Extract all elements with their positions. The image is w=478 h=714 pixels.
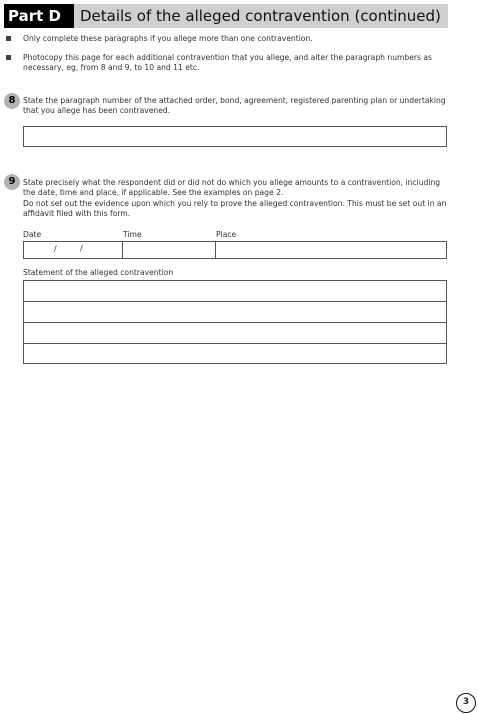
page-number: 3 [456, 693, 476, 713]
statement-line[interactable] [24, 281, 446, 302]
question-9-text: State precisely what the respondent did or did not do which you allege amounts to a contravention, including the date, time and place, if applicable. See the examples on page 2. [23, 178, 441, 197]
question-8-number: 8 [4, 93, 20, 109]
bullet-square-icon [6, 55, 11, 60]
date-label: Date [23, 230, 42, 239]
question-9-note: Do not set out the evidence upon which you rely to prove the alleged contravention. This must be set out in an affidavit filed with this form. [23, 199, 447, 218]
instruction-text: Only complete these paragraphs if you allege more than one contravention. [23, 34, 313, 43]
statement-field[interactable] [23, 280, 447, 364]
place-field[interactable] [216, 242, 446, 258]
section-header [4, 4, 448, 28]
question-9-number: 9 [4, 174, 20, 190]
statement-line[interactable] [24, 323, 446, 344]
bullet-square-icon [6, 36, 11, 41]
time-field[interactable] [123, 242, 215, 258]
section-title: Details of the alleged contravention (continued) [80, 7, 441, 25]
part-label: Part D [4, 4, 74, 28]
paragraph-number-field[interactable] [23, 126, 447, 147]
date-separator: / [80, 244, 83, 253]
statement-line[interactable] [24, 302, 446, 323]
date-field[interactable] [24, 242, 122, 258]
statement-label: Statement of the alleged contravention [23, 268, 174, 277]
date-time-place-row [23, 241, 447, 259]
instruction-text: Photocopy this page for each additional contravention that you allege, and alter the paragraph numbers as necessary, eg, from 8 and 9, to 10 and 11 etc. [23, 53, 432, 72]
time-label: Time [123, 230, 142, 239]
question-8-text: State the paragraph number of the attached order, bond, agreement, registered parenting plan or undertaking that you allege has been contravened. [23, 96, 446, 115]
place-label: Place [216, 230, 237, 239]
statement-line[interactable] [24, 344, 446, 364]
date-separator: / [54, 244, 57, 253]
